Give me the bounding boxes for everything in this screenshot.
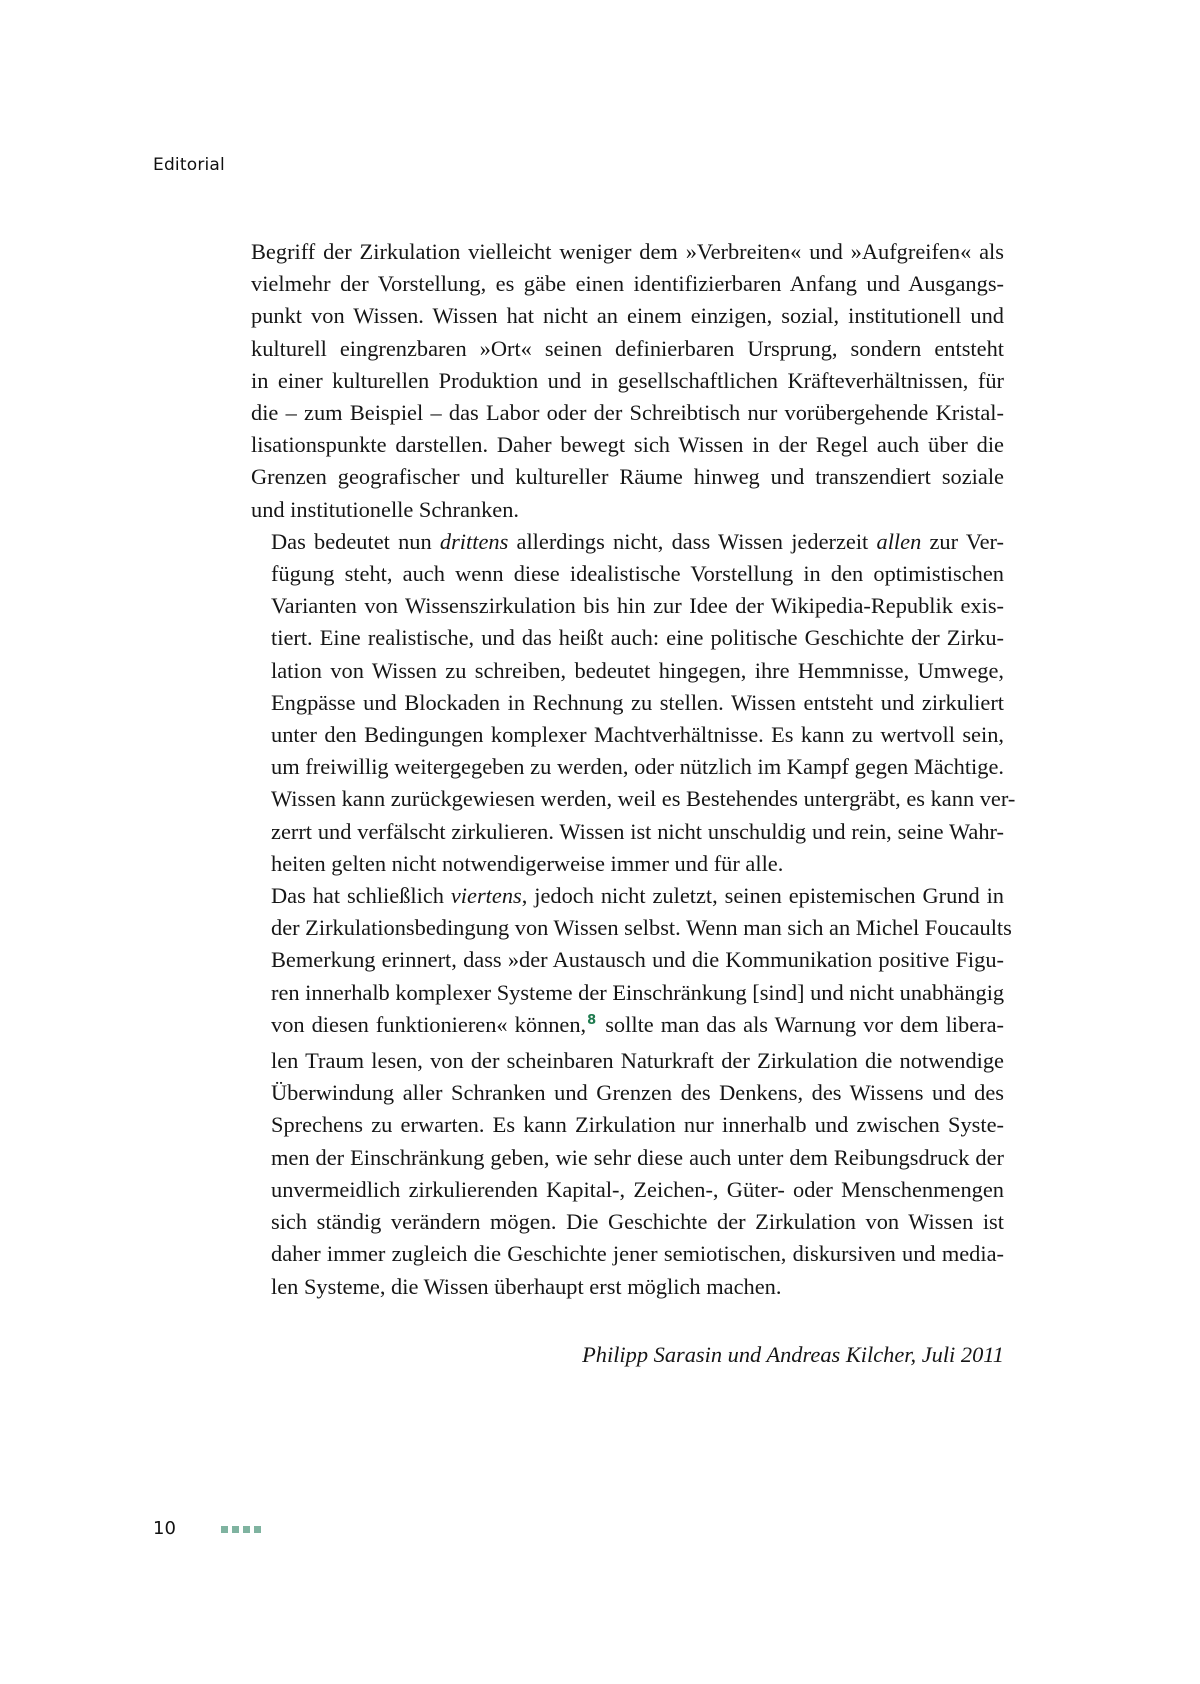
- emphasis: viertens: [450, 883, 522, 909]
- text-line: Bemerkung erinnert, dass »der Austausch und die Kommunikation positive Figu-: [271, 947, 1004, 973]
- body-paragraph: [251, 236, 1004, 526]
- text-line: zerrt und verfälscht zirkulieren. Wissen ist nicht unschuldig und rein, seine Wahr-: [271, 818, 1004, 844]
- text-line: len Systeme, die Wissen überhaupt erst möglich machen.: [271, 1273, 782, 1299]
- emphasis: drittens: [439, 528, 509, 554]
- text-line: unvermeidlich zirkulierenden Kapital-, Zeichen-, Güter- oder Menschenmengen: [271, 1176, 1004, 1202]
- text-line: lisationspunkte darstellen. Daher bewegt sich Wissen in der Regel auch über die: [251, 432, 1004, 458]
- text-line: kulturell eingrenzbaren »Ort« seinen definierbaren Ursprung, sondern entsteht: [251, 335, 1004, 361]
- text-line: Engpässe und Blockaden in Rechnung zu stellen. Wissen entsteht und zirkuliert: [271, 689, 1004, 715]
- ornament-square: [254, 1526, 261, 1533]
- text-line: Grenzen geografischer und kultureller Räume hinweg und transzendiert soziale: [251, 464, 1004, 490]
- ornament-square: [232, 1526, 239, 1533]
- text-line: punkt von Wissen. Wissen hat nicht an einem einzigen, sozial, institutionell und: [251, 303, 1004, 329]
- text-line: unter den Bedingungen komplexer Machtverhältnisse. Es kann zu wertvoll sein,: [271, 722, 1004, 748]
- page-ornament: [221, 1526, 261, 1533]
- text-line: tiert. Eine realistische, und das heißt auch: eine politische Geschichte der Zirku-: [271, 625, 1004, 651]
- text-line: in einer kulturellen Produktion und in gesellschaftlichen Kräfteverhältnissen, für: [251, 367, 1004, 393]
- signature: Philipp Sarasin und Andreas Kilcher, Juli 2011: [582, 1342, 1004, 1367]
- running-head: Editorial: [153, 155, 225, 175]
- body-paragraph: [251, 880, 1012, 1303]
- text-line: heiten gelten nicht notwendigerweise immer und für alle.: [271, 850, 784, 876]
- body-text: [251, 236, 1016, 1303]
- body-paragraph: [251, 526, 1016, 880]
- text-line: der Zirkulationsbedingung von Wissen selbst. Wenn man sich an Michel Foucaults: [271, 915, 1012, 941]
- text-line: Sprechens zu erwarten. Es kann Zirkulation nur innerhalb und zwischen Syste-: [271, 1112, 1004, 1138]
- ornament-square: [243, 1526, 250, 1533]
- text-line: fügung steht, auch wenn diese idealistische Vorstellung in den optimistischen: [271, 561, 1004, 587]
- text-line: vielmehr der Vorstellung, es gäbe einen identifizierbaren Anfang und Ausgangs-: [251, 271, 1004, 297]
- page-number: 10: [153, 1518, 176, 1539]
- text-line: lation von Wissen zu schreiben, bedeutet hingegen, ihre Hemmnisse, Umwege,: [271, 657, 1004, 683]
- text-line: ren innerhalb komplexer Systeme der Einschränkung [sind] und nicht unabhängig: [271, 979, 1005, 1005]
- text-line: daher immer zugleich die Geschichte jener semiotischen, diskursiven und media-: [271, 1241, 1004, 1267]
- emphasis: allen: [876, 528, 922, 554]
- text-line: sich ständig verändern mögen. Die Geschichte der Zirkulation von Wissen ist: [271, 1209, 1004, 1235]
- text-line: len Traum lesen, von der scheinbaren Naturkraft der Zirkulation die notwendige: [271, 1048, 1004, 1074]
- text-line: Begriff der Zirkulation vielleicht weniger dem »Verbreiten« und »Aufgreifen« als: [251, 239, 1004, 264]
- text-line: um freiwillig weitergegeben zu werden, oder nützlich im Kampf gegen Mächtige.: [271, 754, 1004, 780]
- text-line: men der Einschränkung geben, wie sehr diese auch unter dem Reibungsdruck der: [271, 1144, 1004, 1170]
- text-line: Varianten von Wissenszirkulation bis hin zur Idee der Wikipedia-Republik exis-: [271, 593, 1004, 619]
- text-line: und institutionelle Schranken.: [251, 496, 520, 522]
- text-line: von diesen funktionieren« können,$^8$ sollte man das als Warnung vor dem libera-: [271, 1011, 1004, 1037]
- text-line: Das hat schließlich viertens, jedoch nicht zuletzt, seinen epistemischen Grund in: [271, 883, 1004, 909]
- text-line: die – zum Beispiel – das Labor oder der Schreibtisch nur vorübergehende Kristal-: [251, 400, 1004, 426]
- ornament-square: [221, 1526, 228, 1533]
- text-line: Das bedeutet nun drittens allerdings nicht, dass Wissen jederzeit allen zur Ver-: [271, 528, 1004, 554]
- footnote-reference[interactable]: 8: [587, 1012, 597, 1028]
- text-line: Wissen kann zurückgewiesen werden, weil es Bestehendes untergräbt, es kann ver-: [271, 786, 1016, 812]
- text-line: Überwindung aller Schranken und Grenzen des Denkens, des Wissens und des: [271, 1080, 1004, 1106]
